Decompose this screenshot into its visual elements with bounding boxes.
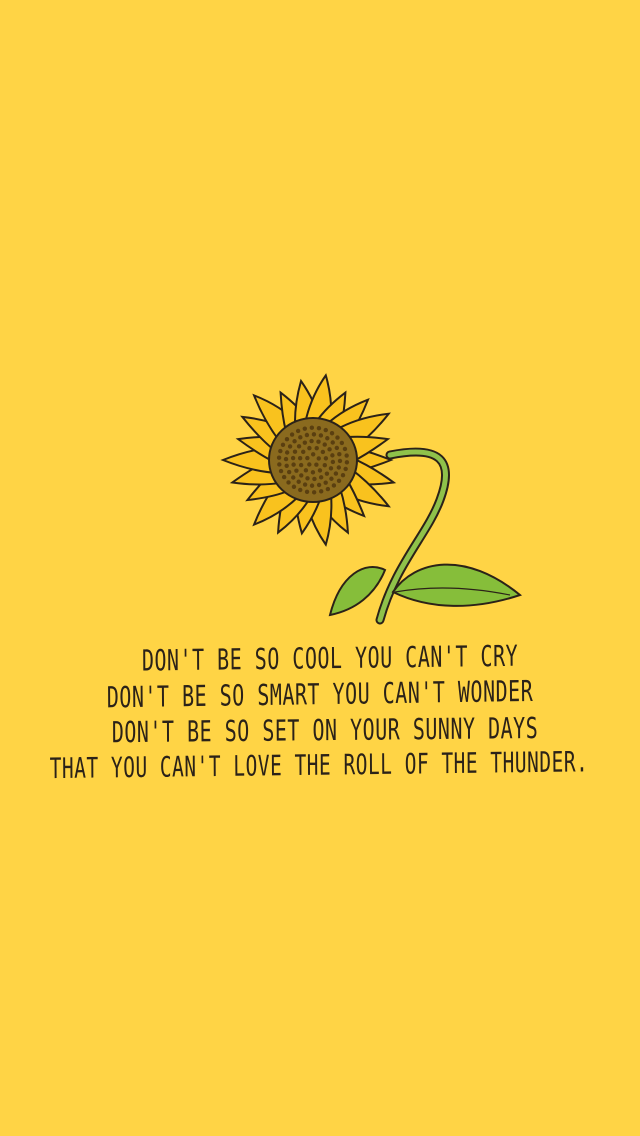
quote-line: THAT YOU CAN'T LOVE THE ROLL OF THE THUNDER. <box>49 745 589 786</box>
seed <box>277 456 281 460</box>
seed <box>314 463 318 467</box>
seed <box>311 452 315 456</box>
seed <box>284 464 288 468</box>
seed <box>298 456 302 460</box>
seed <box>335 446 339 450</box>
seed <box>303 440 307 444</box>
seed <box>324 428 328 432</box>
seed <box>277 462 281 466</box>
seed <box>305 476 309 480</box>
quote-line: DON'T BE SO SET ON YOUR SUNNY DAYS <box>111 710 539 750</box>
seed <box>294 468 298 472</box>
seed <box>330 431 334 435</box>
seed <box>334 471 338 475</box>
seed <box>278 449 282 453</box>
seed <box>331 460 335 464</box>
seed <box>311 470 315 474</box>
seed <box>285 437 289 441</box>
seed <box>305 490 309 494</box>
seed <box>317 426 321 430</box>
seed <box>319 433 323 437</box>
seed <box>310 426 314 430</box>
seed <box>307 462 311 466</box>
seed <box>332 483 336 487</box>
seed <box>286 480 290 484</box>
seed <box>304 468 308 472</box>
seed <box>324 456 328 460</box>
seed <box>287 470 291 474</box>
seed <box>337 465 341 469</box>
seed <box>330 453 334 457</box>
quote-line: DON'T BE SO SMART YOU CAN'T WONDER <box>106 673 534 715</box>
seed <box>345 460 349 464</box>
seed <box>340 441 344 445</box>
seed <box>288 444 292 448</box>
seed <box>301 450 305 454</box>
seed <box>298 488 302 492</box>
seed <box>329 477 333 481</box>
seed <box>303 482 307 486</box>
seed <box>343 447 347 451</box>
seed <box>321 450 325 454</box>
seed <box>335 435 339 439</box>
seed <box>325 436 329 440</box>
seed <box>337 452 341 456</box>
seed <box>281 443 285 447</box>
seed <box>343 467 347 471</box>
seed <box>305 433 309 437</box>
seed <box>317 456 321 460</box>
seed <box>305 456 309 460</box>
quote-line: DON'T BE SO COOL YOU CAN'T CRY <box>141 638 519 678</box>
seed <box>303 426 307 430</box>
seed <box>316 440 320 444</box>
seed <box>291 475 295 479</box>
seed <box>323 463 327 467</box>
seed <box>296 429 300 433</box>
seed <box>327 447 331 451</box>
sunflower-icon <box>205 360 535 630</box>
seed <box>284 457 288 461</box>
seed <box>298 435 302 439</box>
seed <box>299 463 303 467</box>
seed <box>331 440 335 444</box>
seed <box>312 432 316 436</box>
seed <box>323 442 327 446</box>
seed <box>279 469 283 473</box>
seed <box>323 480 327 484</box>
seed <box>291 456 295 460</box>
seed <box>315 446 319 450</box>
seed <box>317 483 321 487</box>
seed <box>319 475 323 479</box>
seed <box>337 479 341 483</box>
seed <box>310 483 314 487</box>
seed <box>291 462 295 466</box>
seed <box>297 444 301 448</box>
seed <box>292 485 296 489</box>
seed <box>341 473 345 477</box>
seed <box>344 453 348 457</box>
seed <box>318 468 322 472</box>
seed <box>326 487 330 491</box>
seed <box>285 450 289 454</box>
seed <box>325 471 329 475</box>
quote-text <box>0 640 640 784</box>
seed <box>292 439 296 443</box>
seed <box>299 473 303 477</box>
seed <box>329 466 333 470</box>
seed <box>290 432 294 436</box>
seed <box>296 480 300 484</box>
seed <box>307 446 311 450</box>
seed <box>293 449 297 453</box>
seed <box>309 439 313 443</box>
seed <box>338 459 342 463</box>
seed <box>319 489 323 493</box>
seed <box>282 475 286 479</box>
seed <box>312 490 316 494</box>
seed <box>312 477 316 481</box>
